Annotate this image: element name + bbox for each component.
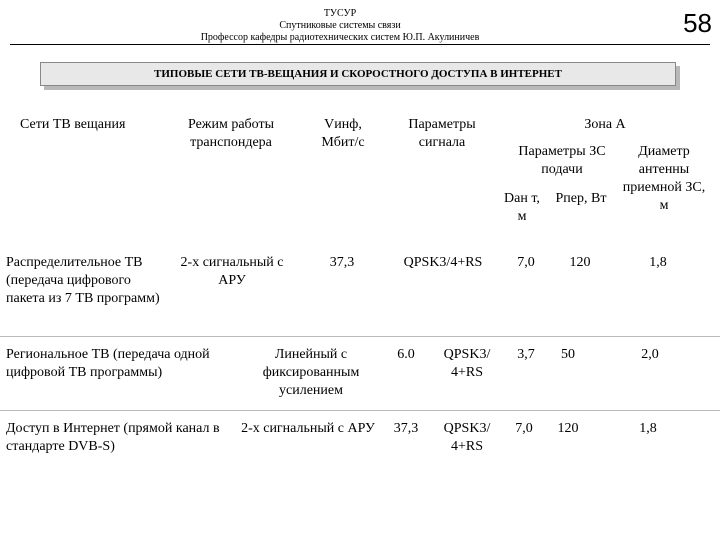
row3-rate: 37,3 [393, 421, 419, 436]
row1-dant: 7,0 [517, 255, 535, 270]
row2-mode: Линейный с фиксированным усилением [262, 347, 360, 398]
row2-signal: QPSK3/ 4+RS [443, 347, 491, 380]
row1-signal: QPSK3/4+RS [403, 255, 483, 270]
row1-mode: 2-х сигнальный с АРУ [180, 255, 284, 288]
col-zs-params: Параметры ЗС подачи [518, 144, 606, 177]
author-line: Профессор кафедры радиотехнических систем Ю.П. Акулиничев [200, 32, 480, 43]
row3-mode: 2-х сигнальный с АРУ [241, 421, 375, 436]
row2-diameter: 2,0 [641, 347, 659, 362]
row1-network: Распределительное ТВ (передача цифрового пакета из 7 ТВ программ) [6, 255, 160, 306]
col-networks: Сети ТВ вещания [20, 117, 126, 132]
row3-pper: 120 [557, 421, 579, 436]
row3-signal: QPSK3/ 4+RS [443, 421, 491, 454]
col-dant: Dан т, м [504, 191, 540, 224]
course-name: Спутниковые системы связи [279, 20, 401, 31]
col-diameter: Диаметр антенны приемной ЗС, м [622, 144, 706, 213]
org-name: ТУСУР [323, 8, 357, 19]
row3-dant: 7,0 [515, 421, 533, 436]
page-number: 58 [683, 8, 712, 38]
row1-diameter: 1,8 [649, 255, 667, 270]
row1-rate: 37,3 [329, 255, 355, 270]
col-pper: Pпер, Вт [555, 191, 607, 206]
row3-diameter: 1,8 [639, 421, 657, 436]
row2-pper: 50 [561, 347, 575, 362]
row3-network: Доступ в Интернет (прямой канал в стандарте DVB-S) [6, 421, 220, 454]
col-rate: Vинф, Мбит/с [321, 117, 365, 150]
col-params: Параметры сигнала [408, 117, 476, 150]
row-divider [0, 410, 720, 411]
col-zone: Зона А [584, 117, 626, 132]
row1-pper: 120 [569, 255, 591, 270]
row2-network: Региональное ТВ (передача одной цифровой ТВ программы) [6, 347, 210, 380]
col-mode: Режим работы транспондера [187, 117, 275, 150]
slide-title: ТИПОВЫЕ СЕТИ ТВ-ВЕЩАНИЯ И СКОРОСТНОГО ДОСТУПА В ИНТЕРНЕТ [40, 62, 676, 86]
row-divider [0, 336, 720, 337]
header-divider [10, 44, 710, 45]
row2-rate: 6.0 [397, 347, 415, 362]
row2-dant: 3,7 [517, 347, 535, 362]
